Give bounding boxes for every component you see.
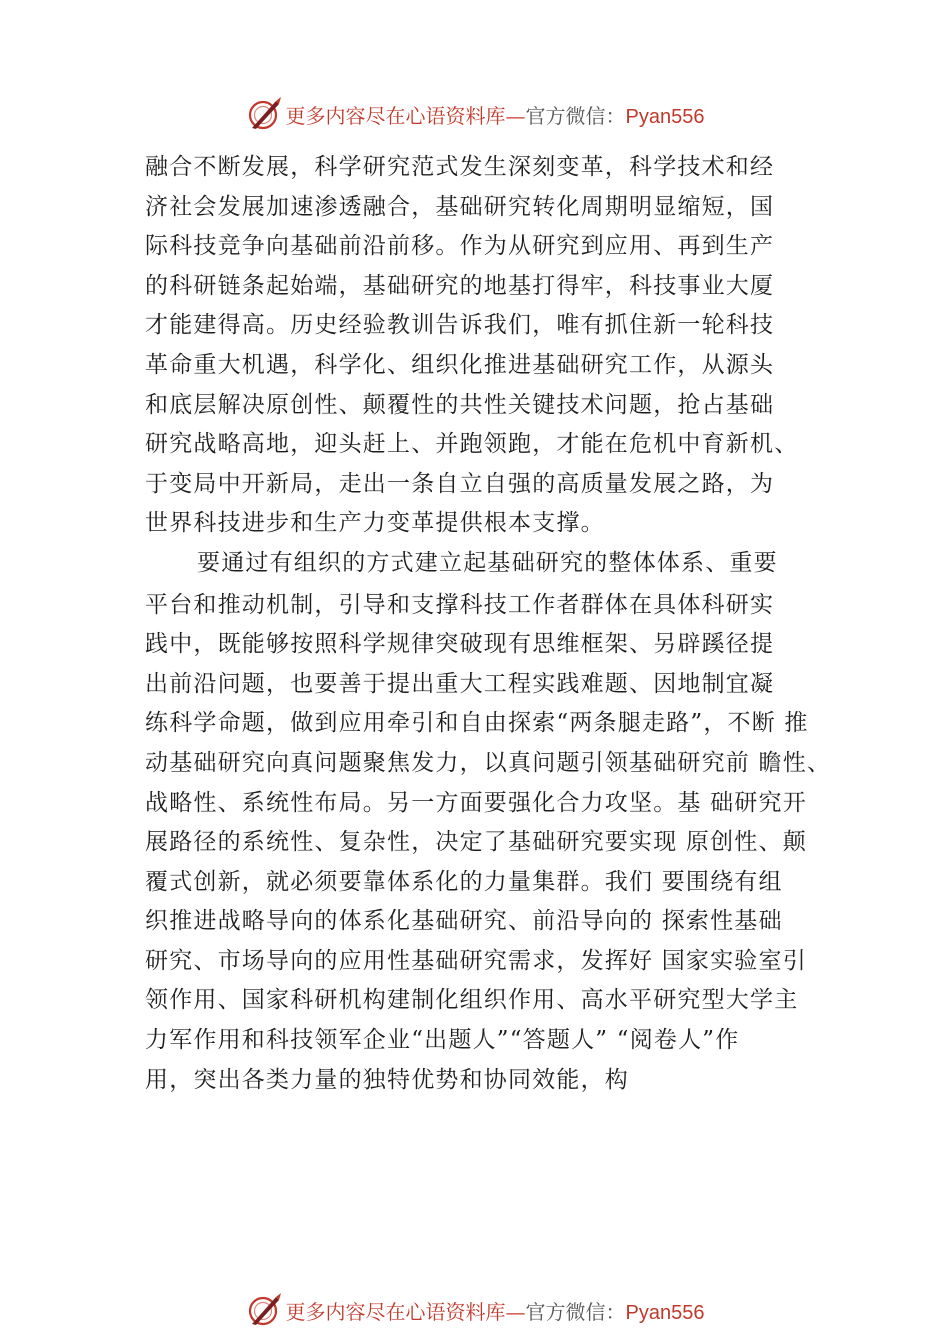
text-line: 革命重大机遇，科学化、组织化推进基础研究工作，从源头 <box>145 351 775 378</box>
quill-seal-logo-icon <box>246 1292 282 1328</box>
footer-banner-handle: Pyan556 <box>625 1301 705 1324</box>
text-line: 研究战略高地，迎头赶上、并跑领跑，才能在危机中育新机、 <box>145 431 799 458</box>
header-banner-dash: — <box>505 103 526 128</box>
text-line: 覆式创新，就必须要靠体系化的力量集群。我们 要围绕有组 <box>145 868 783 895</box>
text-line: 出前沿问题，也要善于提出重大工程实践难题、因地制宜凝 <box>145 670 775 697</box>
text-line: 练科学命题，做到应用牵引和自由探索“两条腿走路”，不断 推 <box>145 710 809 737</box>
text-line: 力军作用和科技领军企业“出题人”“答题人” “阅卷人”作 <box>145 1027 740 1054</box>
text-line: 于变局中开新局，走出一条自立自强的高质量发展之路，为 <box>145 470 775 497</box>
text-line: 领作用、国家科研机构建制化组织作用、高水平研究型大学主 <box>145 987 799 1014</box>
quill-seal-logo-icon <box>246 96 282 132</box>
text-line: 济社会发展加速渗透融合，基础研究转化周期明显缩短，国 <box>145 193 775 220</box>
header-banner-text <box>286 100 705 129</box>
text-line: 才能建得高。历史经验教训告诉我们，唯有抓住新一轮科技 <box>145 312 775 339</box>
header-banner <box>0 94 950 134</box>
footer-banner-dash: — <box>505 1299 526 1324</box>
text-line: 动基础研究向真问题聚焦发力，以真问题引领基础研究前 瞻性、 <box>145 749 832 776</box>
header-banner-wechat-label: 官方微信： <box>525 103 626 128</box>
text-line: 融合不断发展，科学研究范式发生深刻变革，科学技术和经 <box>145 154 775 180</box>
text-line: 用，突出各类力量的独特优势和协同效能，构 <box>145 1066 629 1093</box>
text-line: 战略性、系统性布局。另一方面要强化合力攻坚。基 础研究开 <box>145 789 807 816</box>
header-banner-handle: Pyan556 <box>625 105 705 128</box>
text-line: 平台和推动机制，引导和支撑科技工作者群体在具体科研实 <box>145 591 775 618</box>
paragraph-start-line: 要通过有组织的方式建立起基础研究的整体体系、重要 <box>197 549 778 576</box>
footer-banner-wechat-label: 官方微信： <box>525 1299 626 1324</box>
footer-banner-text <box>286 1296 705 1325</box>
text-line: 和底层解决原创性、颠覆性的共性关键技术问题，抢占基础 <box>145 391 775 418</box>
text-line: 际科技竞争向基础前沿前移。作为从研究到应用、再到生产 <box>145 233 775 260</box>
text-line: 世界科技进步和生产力变革提供根本支撑。 <box>145 510 605 537</box>
text-line: 践中，既能够按照科学规律突破现有思维框架、另辟蹊径提 <box>145 631 775 658</box>
text-line: 研究、市场导向的应用性基础研究需求，发挥好 国家实验室引 <box>145 947 807 974</box>
text-line: 织推进战略导向的体系化基础研究、前沿导向的 探索性基础 <box>145 908 783 935</box>
document-body <box>145 148 835 1100</box>
text-line: 的科研链条起始端，基础研究的地基打得牢，科技事业大厦 <box>145 272 775 299</box>
text-line: 展路径的系统性、复杂性，决定了基础研究要实现 原创性、颠 <box>145 829 807 856</box>
footer-banner <box>0 1290 950 1330</box>
footer-banner-title: 更多内容尽在心语资料库 <box>285 1299 506 1324</box>
header-banner-title: 更多内容尽在心语资料库 <box>285 103 506 128</box>
